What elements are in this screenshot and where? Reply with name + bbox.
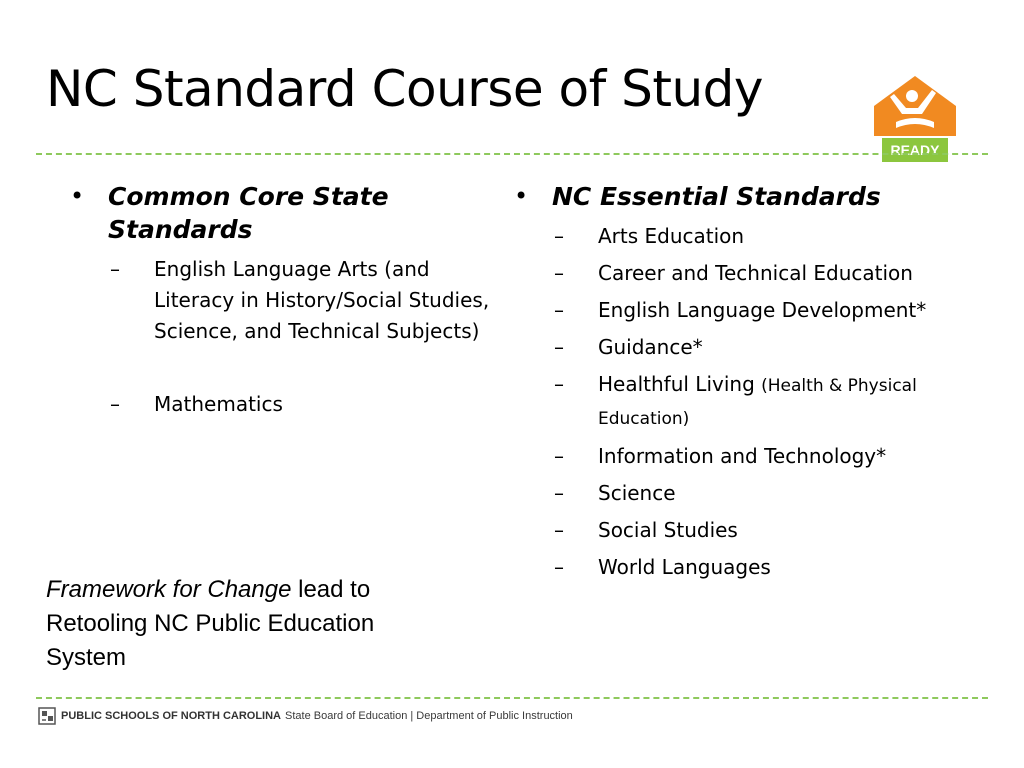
list-item: – Science (554, 481, 676, 505)
right-heading: NC Essential Standards (552, 182, 881, 211)
list-item: – Information and Technology* (554, 444, 887, 468)
list-item: – English Language Arts (and Literacy in History/Social Studies, Science, and Technical Subjects) (110, 257, 490, 343)
list-item: – World Languages (554, 555, 771, 579)
list-item: – Healthful Living (Health & Physical Education) (554, 372, 917, 429)
right-bullet (514, 180, 974, 213)
list-item: – Social Studies (554, 518, 738, 542)
list-item: – Arts Education (554, 224, 745, 248)
footer-org: PUBLIC SCHOOLS OF NORTH CAROLINA (61, 710, 281, 722)
logo-label: READY (890, 142, 940, 158)
left-bullet (70, 180, 490, 246)
healthful-living-note: (Health & Physical Education) (598, 376, 917, 429)
left-column (70, 180, 490, 426)
list-item: – Guidance* (554, 335, 703, 359)
list-item: – Career and Technical Education (554, 261, 913, 285)
list-item: – English Language Development* (554, 298, 927, 322)
logo-figure-head (906, 90, 918, 102)
framework-note (46, 573, 426, 675)
list-item: – Mathematics (110, 392, 283, 416)
healthful-living-label: Healthful Living (598, 372, 755, 396)
nc-seal-icon (38, 707, 56, 725)
left-sublist (110, 254, 490, 420)
slide-title: NC Standard Course of Study (46, 60, 763, 118)
top-divider (36, 153, 988, 155)
right-column (514, 180, 974, 589)
framework-rest: lead to Retooling NC Public Education System (46, 576, 375, 671)
bottom-divider (36, 697, 988, 699)
framework-italic: Framework for Change (46, 576, 292, 603)
bullet-dot: • (70, 182, 85, 210)
footer (38, 707, 573, 725)
left-heading: Common Core State Standards (108, 182, 389, 244)
footer-rest: State Board of Education | Department of Public Instruction (285, 710, 573, 722)
right-sublist (554, 221, 974, 583)
bullet-dot: • (514, 182, 529, 210)
